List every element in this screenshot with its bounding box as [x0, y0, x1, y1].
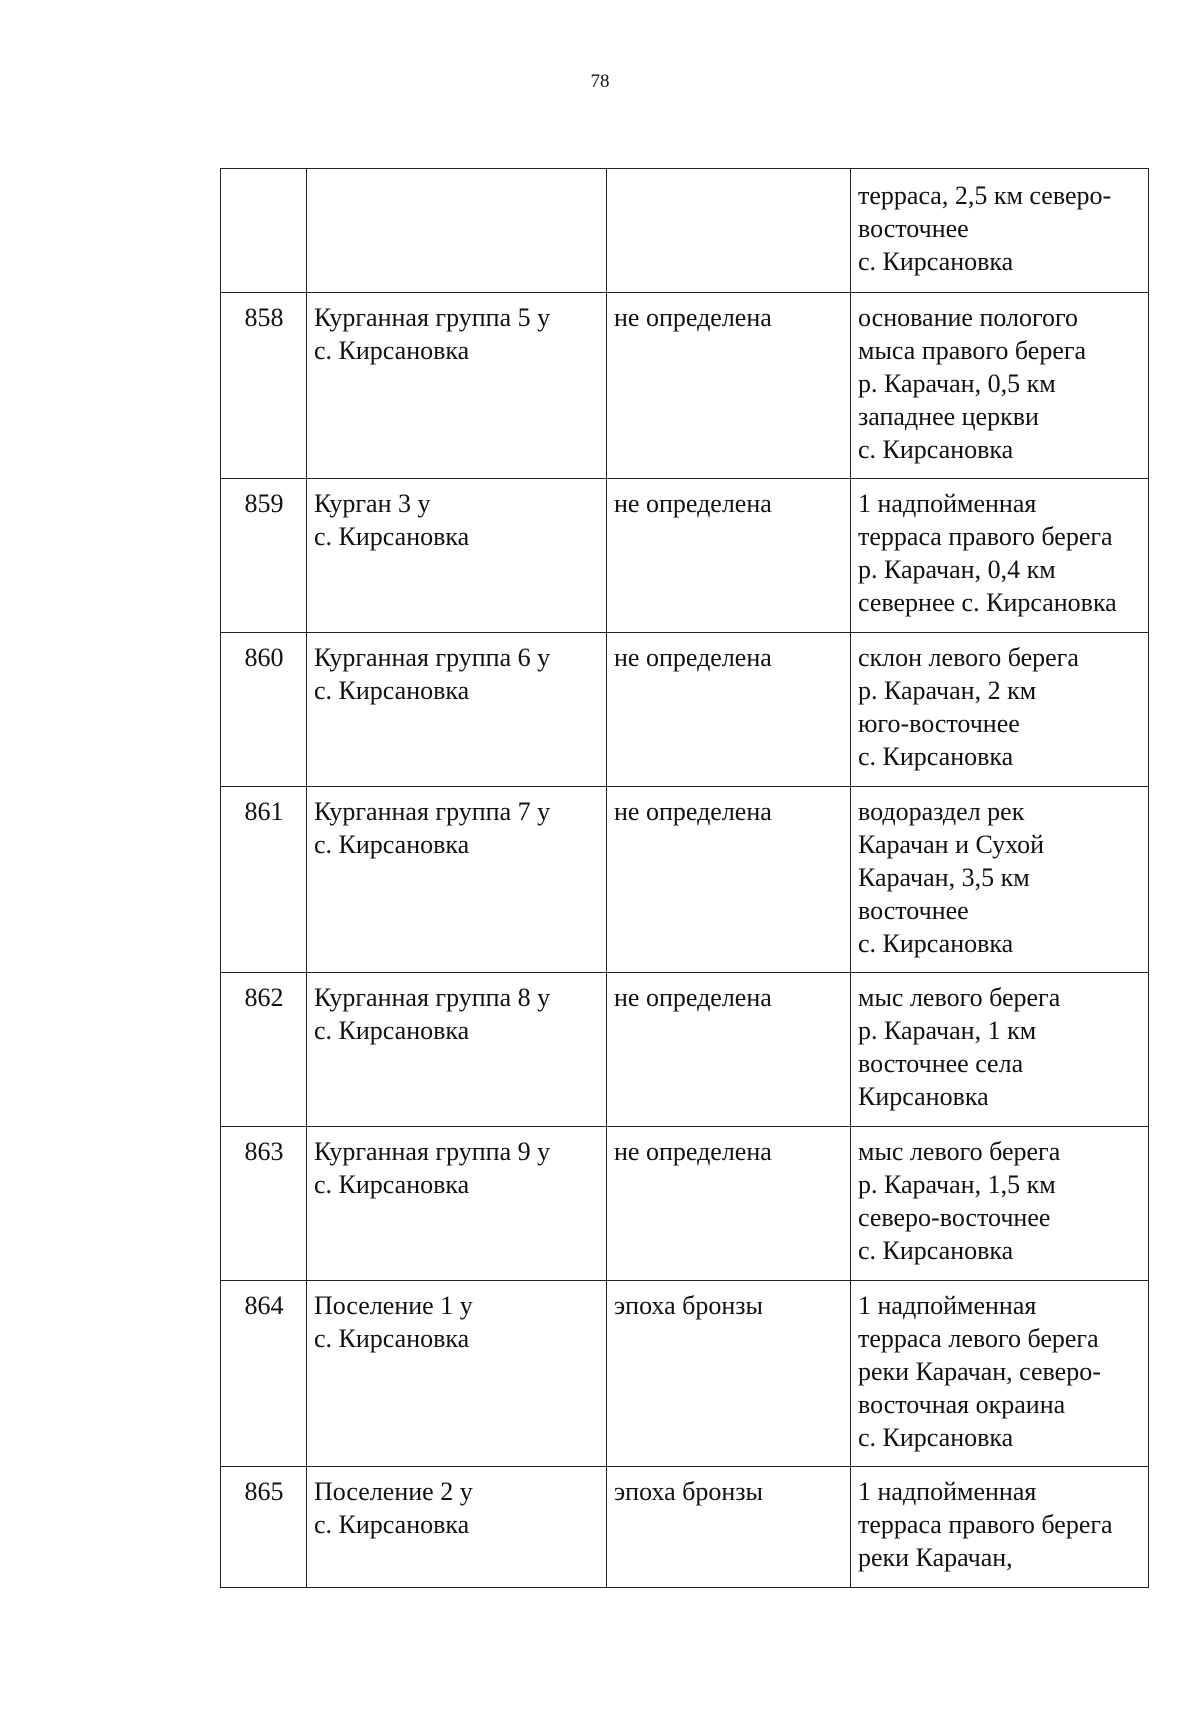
name-line: с. Кирсановка: [314, 1170, 470, 1199]
site-location-cell: [851, 293, 1149, 479]
name-line: Курганная группа 8 у: [314, 983, 551, 1012]
site-dating-cell: не определена: [607, 293, 851, 479]
location-line: терраса правого берега: [858, 1510, 1113, 1539]
table-row: [221, 1127, 1149, 1281]
site-location-cell: [851, 479, 1149, 633]
site-location-cell: [851, 973, 1149, 1127]
location-line: р. Карачан, 0,5 км: [858, 369, 1056, 398]
name-line: с. Кирсановка: [314, 336, 470, 365]
location-line: мыс левого берега: [858, 1137, 1061, 1166]
site-number-cell: 865: [221, 1467, 307, 1588]
location-line: с. Кирсановка: [858, 742, 1014, 771]
location-line: реки Карачан,: [858, 1543, 1013, 1572]
site-location-cell: [851, 1281, 1149, 1467]
site-dating-cell: не определена: [607, 973, 851, 1127]
table-row: [221, 169, 1149, 293]
site-location-cell: [851, 787, 1149, 973]
heritage-sites-table: [220, 168, 1149, 1588]
name-line: с. Кирсановка: [314, 522, 470, 551]
name-line: с. Кирсановка: [314, 1324, 470, 1353]
name-line: с. Кирсановка: [314, 830, 470, 859]
table-row: [221, 633, 1149, 787]
site-number-cell: 858: [221, 293, 307, 479]
location-line: р. Карачан, 2 км: [858, 676, 1037, 705]
site-dating-cell: не определена: [607, 479, 851, 633]
location-line: мыс левого берега: [858, 983, 1061, 1012]
site-name-cell: [307, 169, 607, 293]
name-line: Курганная группа 7 у: [314, 797, 551, 826]
location-line: с. Кирсановка: [858, 435, 1014, 464]
name-line: с. Кирсановка: [314, 1510, 470, 1539]
location-line: реки Карачан, северо-: [858, 1357, 1101, 1386]
location-line: восточнее: [858, 214, 969, 243]
location-line: севернее с. Кирсановка: [858, 588, 1117, 617]
table-row: [221, 1467, 1149, 1588]
site-name-cell: [307, 1467, 607, 1588]
site-number-cell: 864: [221, 1281, 307, 1467]
name-line: Курганная группа 9 у: [314, 1137, 551, 1166]
site-dating-cell: [607, 169, 851, 293]
site-name-cell: [307, 293, 607, 479]
table-row: [221, 479, 1149, 633]
location-line: водораздел рек: [858, 797, 1025, 826]
location-line: р. Карачан, 1 км: [858, 1016, 1037, 1045]
name-line: Поселение 1 у: [314, 1291, 473, 1320]
site-dating-cell: не определена: [607, 633, 851, 787]
location-line: восточнее: [858, 896, 969, 925]
site-name-cell: [307, 973, 607, 1127]
site-location-cell: [851, 169, 1149, 293]
location-line: основание пологого: [858, 303, 1079, 332]
site-number-cell: 860: [221, 633, 307, 787]
location-line: Карачан и Сухой: [858, 830, 1045, 859]
page-number: 78: [590, 71, 610, 92]
site-number-cell: 863: [221, 1127, 307, 1281]
name-line: Поселение 2 у: [314, 1477, 473, 1506]
name-line: Курган 3 у: [314, 489, 431, 518]
site-dating-cell: эпоха бронзы: [607, 1467, 851, 1588]
name-line: с. Кирсановка: [314, 1016, 470, 1045]
site-number-cell: 861: [221, 787, 307, 973]
location-line: мыса правого берега: [858, 336, 1087, 365]
location-line: 1 надпойменная: [858, 489, 1037, 518]
site-number-cell: 862: [221, 973, 307, 1127]
location-line: с. Кирсановка: [858, 1423, 1014, 1452]
site-location-cell: [851, 633, 1149, 787]
location-line: Кирсановка: [858, 1082, 989, 1111]
site-name-cell: [307, 1127, 607, 1281]
site-number-cell: [221, 169, 307, 293]
site-dating-cell: не определена: [607, 1127, 851, 1281]
location-line: 1 надпойменная: [858, 1477, 1037, 1506]
table-row: [221, 293, 1149, 479]
location-line: склон левого берега: [858, 643, 1079, 672]
name-line: Курганная группа 6 у: [314, 643, 551, 672]
table-row: [221, 1281, 1149, 1467]
location-line: Карачан, 3,5 км: [858, 863, 1030, 892]
location-line: с. Кирсановка: [858, 929, 1014, 958]
site-number-cell: 859: [221, 479, 307, 633]
location-line: восточная окраина: [858, 1390, 1066, 1419]
location-line: р. Карачан, 1,5 км: [858, 1170, 1056, 1199]
table-row: [221, 973, 1149, 1127]
site-location-cell: [851, 1467, 1149, 1588]
location-line: северо-восточнее: [858, 1203, 1051, 1232]
location-line: западнее церкви: [858, 402, 1039, 431]
location-line: юго-восточнее: [858, 709, 1020, 738]
location-line: терраса, 2,5 км северо-: [858, 181, 1112, 210]
site-name-cell: [307, 787, 607, 973]
location-line: терраса левого берега: [858, 1324, 1099, 1353]
location-line: терраса правого берега: [858, 522, 1113, 551]
site-dating-cell: не определена: [607, 787, 851, 973]
name-line: с. Кирсановка: [314, 676, 470, 705]
location-line: с. Кирсановка: [858, 247, 1014, 276]
site-name-cell: [307, 479, 607, 633]
location-line: р. Карачан, 0,4 км: [858, 555, 1056, 584]
location-line: с. Кирсановка: [858, 1236, 1014, 1265]
name-line: Курганная группа 5 у: [314, 303, 551, 332]
location-line: 1 надпойменная: [858, 1291, 1037, 1320]
site-dating-cell: эпоха бронзы: [607, 1281, 851, 1467]
site-name-cell: [307, 633, 607, 787]
site-location-cell: [851, 1127, 1149, 1281]
location-line: восточнее села: [858, 1049, 1024, 1078]
table-row: [221, 787, 1149, 973]
site-name-cell: [307, 1281, 607, 1467]
